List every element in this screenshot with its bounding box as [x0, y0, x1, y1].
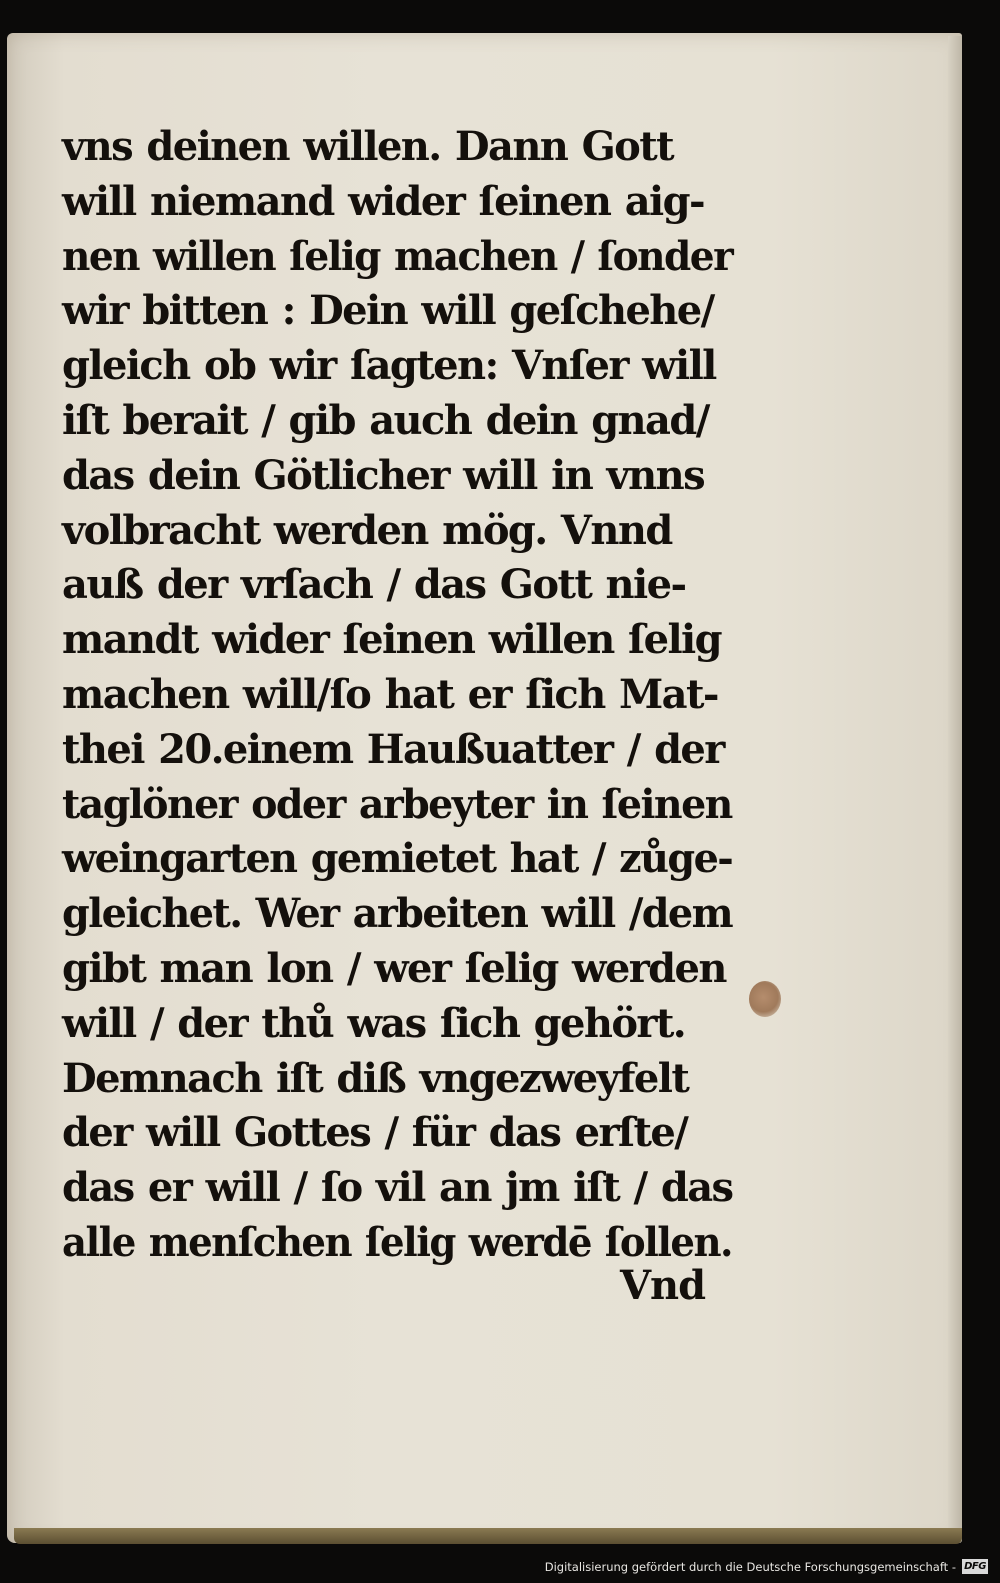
text-line: nen willen ſelig machen / ſonder	[62, 232, 733, 280]
text-line: machen will/ſo hat er ſich Mat-	[62, 670, 718, 718]
page-edge-bottom	[14, 1528, 962, 1544]
text-line: gleichet. Wer arbeiten will /dem	[62, 890, 733, 938]
text-line: das er will / ſo vil an jm iſt / das	[62, 1164, 733, 1212]
digitization-credit: Digitalisierung gefördert durch die Deutsche Forschungsgemeinschaft -	[544, 1560, 956, 1574]
text-line: iſt berait / gib auch dein gnad/	[62, 396, 709, 444]
text-line: thei 20.einem Haußuatter / der	[62, 725, 724, 773]
text-line: gibt man lon / wer ſelig werden	[62, 944, 726, 992]
text-line: mandt wider ſeinen willen ſelig	[62, 616, 722, 664]
text-line: gleich ob wir ſagten: Vnſer will	[62, 342, 716, 390]
text-line: will / der thů was ſich gehört.	[62, 999, 686, 1047]
text-line: der will Gottes / für das erſte/	[62, 1109, 688, 1157]
text-line: vns deinen willen. Dann Gott	[62, 123, 674, 170]
text-line: volbracht werden mög. Vnnd	[62, 506, 672, 554]
page-edge-right	[948, 36, 962, 1541]
text-line: Demnach iſt diß vngezweyfelt	[62, 1054, 689, 1102]
text-line: alle menſchen ſelig werdē ſollen.	[62, 1218, 732, 1266]
text-line: auß der vrſach / das Gott nie-	[62, 561, 686, 609]
paper-stain	[749, 981, 781, 1017]
text-line: taglöner oder arbeyter in ſeinen	[62, 780, 732, 828]
text-line: das dein Götlicher will in vnns	[62, 451, 705, 499]
text-line: wir bitten : Dein will geſchehe/	[62, 287, 714, 335]
page-text	[62, 120, 732, 1271]
text-line: weingarten gemietet hat / zůge-	[62, 835, 733, 883]
dfg-logo: DFG	[962, 1559, 988, 1574]
text-line: will niemand wider ſeinen aig-	[62, 177, 705, 225]
catchword: Vnd	[620, 1262, 706, 1309]
